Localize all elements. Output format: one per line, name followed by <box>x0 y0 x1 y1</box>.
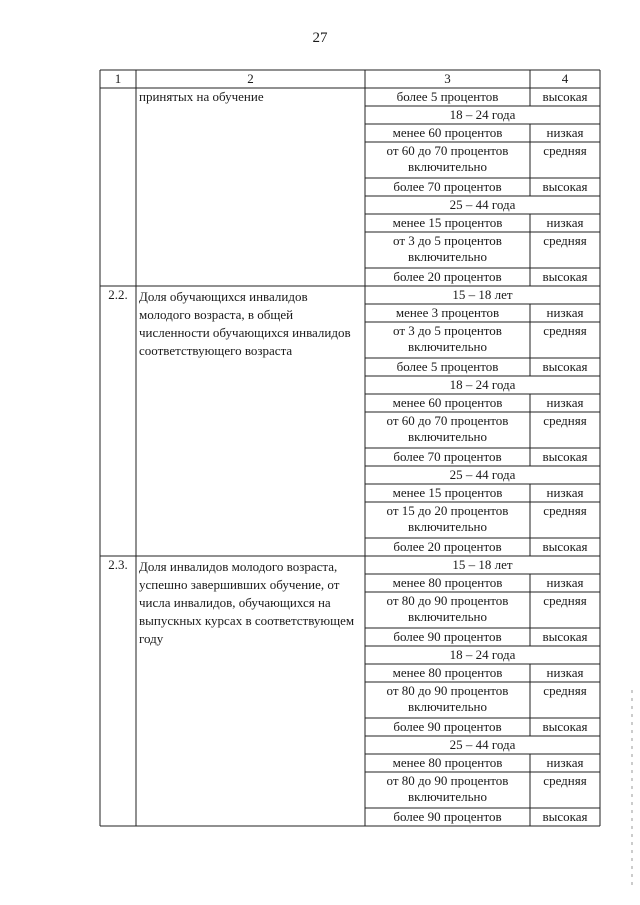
level-value: высокая <box>542 269 588 284</box>
level-value: средняя <box>543 503 587 518</box>
level-value: высокая <box>542 629 588 644</box>
threshold-value: более 90 процентов <box>393 809 502 824</box>
threshold-value: более 90 процентов <box>393 719 502 734</box>
level-value: средняя <box>543 143 587 158</box>
threshold-value: от 15 до 20 процентов включительно <box>386 503 509 534</box>
age-group-label: 18 – 24 года <box>449 647 516 662</box>
indicator-description: Доля инвалидов молодого возраста, успешно завершивших обучение, от числа инвалидов, обучающихся на выпускных курсах в соответствующем году <box>139 559 355 646</box>
level-value: высокая <box>542 809 588 824</box>
level-value: высокая <box>542 719 588 734</box>
level-value: высокая <box>542 539 588 554</box>
threshold-value: более 20 процентов <box>393 539 502 554</box>
threshold-value: от 60 до 70 процентов включительно <box>386 413 509 444</box>
threshold-value: менее 80 процентов <box>392 575 503 590</box>
age-group-label: 18 – 24 года <box>449 107 516 122</box>
level-value: средняя <box>543 323 587 338</box>
threshold-value: менее 80 процентов <box>392 665 503 680</box>
threshold-value: более 70 процентов <box>393 449 502 464</box>
level-value: низкая <box>546 485 584 500</box>
age-group-label: 25 – 44 года <box>449 197 516 212</box>
level-value: средняя <box>543 593 587 608</box>
level-value: низкая <box>546 125 584 140</box>
threshold-value: от 3 до 5 процентов включительно <box>393 323 502 354</box>
threshold-value: более 5 процентов <box>396 89 499 104</box>
level-value: низкая <box>546 575 584 590</box>
level-value: средняя <box>543 683 587 698</box>
threshold-value: более 5 процентов <box>396 359 499 374</box>
column-header-4: 4 <box>561 71 569 86</box>
age-group-label: 18 – 24 года <box>449 377 516 392</box>
column-header-1: 1 <box>114 71 122 86</box>
threshold-value: от 80 до 90 процентов включительно <box>386 593 509 624</box>
page-edge-mark-svg <box>630 690 634 890</box>
age-group-label: 25 – 44 года <box>449 737 516 752</box>
column-header-3: 3 <box>444 71 451 86</box>
level-value: низкая <box>546 395 584 410</box>
age-group-label: 15 – 18 лет <box>452 557 513 572</box>
indicator-number: 2.2. <box>108 287 128 302</box>
threshold-value: менее 80 процентов <box>392 755 503 770</box>
indicator-number: 2.3. <box>108 557 128 572</box>
threshold-value: менее 60 процентов <box>392 395 503 410</box>
threshold-value: менее 15 процентов <box>392 215 503 230</box>
level-value: высокая <box>542 359 588 374</box>
indicator-description: Доля обучающихся инвалидов молодого возраста, в общей численности обучающихся инвалидов соответствующего возраста <box>139 289 351 358</box>
threshold-value: от 80 до 90 процентов включительно <box>386 683 509 714</box>
indicator-description: принятых на обучение <box>139 89 264 104</box>
column-header-2: 2 <box>247 71 254 86</box>
threshold-value: от 60 до 70 процентов включительно <box>386 143 509 174</box>
threshold-value: более 70 процентов <box>393 179 502 194</box>
threshold-value: от 3 до 5 процентов включительно <box>393 233 502 264</box>
threshold-value: менее 15 процентов <box>392 485 503 500</box>
age-group-label: 25 – 44 года <box>449 467 516 482</box>
page-number: 27 <box>312 30 328 46</box>
level-value: средняя <box>543 773 587 788</box>
level-value: высокая <box>542 89 588 104</box>
age-group-label: 15 – 18 лет <box>452 287 513 302</box>
level-value: средняя <box>543 413 587 428</box>
level-value: средняя <box>543 233 587 248</box>
threshold-value: от 80 до 90 процентов включительно <box>386 773 509 804</box>
level-value: низкая <box>546 305 584 320</box>
threshold-value: менее 3 процентов <box>395 305 500 320</box>
level-value: высокая <box>542 449 588 464</box>
level-value: низкая <box>546 665 584 680</box>
threshold-value: более 20 процентов <box>393 269 502 284</box>
threshold-value: менее 60 процентов <box>392 125 503 140</box>
level-value: низкая <box>546 215 584 230</box>
page-edge-mark <box>630 690 634 890</box>
level-value: высокая <box>542 179 588 194</box>
threshold-value: более 90 процентов <box>393 629 502 644</box>
level-value: низкая <box>546 755 584 770</box>
